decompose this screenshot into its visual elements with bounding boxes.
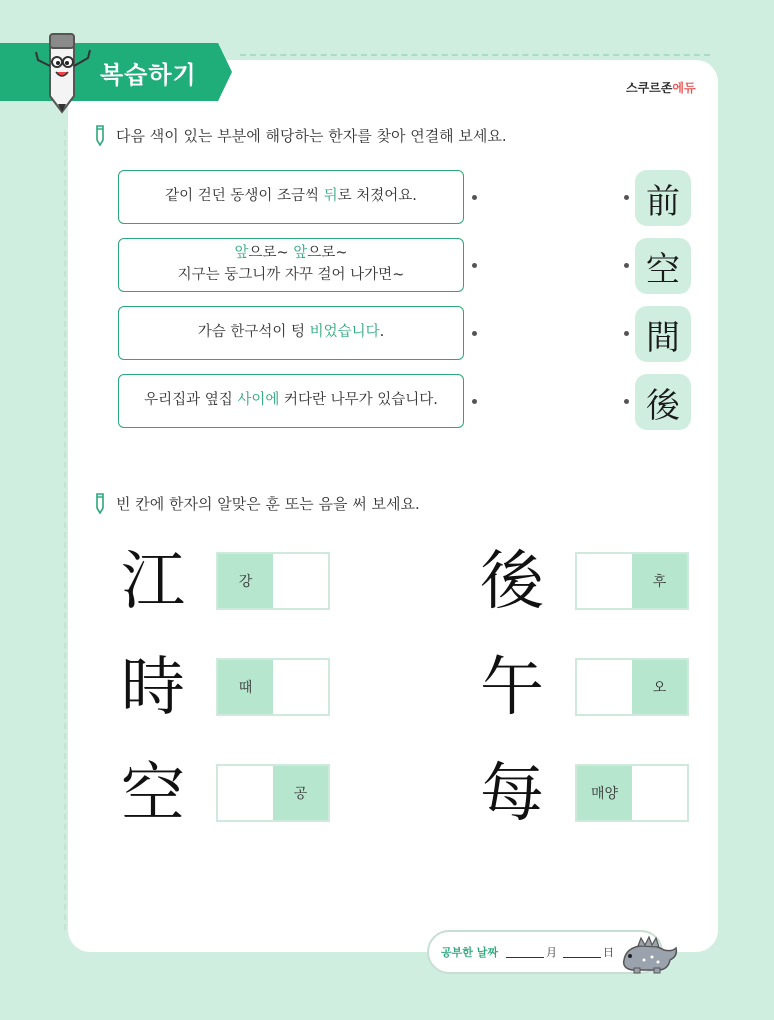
section1-instruction [92, 124, 507, 146]
answer-cell-hun: 매양 [577, 766, 632, 820]
sentence-box-2[interactable] [118, 238, 464, 292]
month-label: 月 [545, 946, 557, 959]
sentence-text: 우리집과 옆집 [144, 392, 238, 409]
sentence-text: 로 처졌어요. [337, 188, 417, 205]
section1-instruction-text: 다음 색이 있는 부분에 해당하는 한자를 찾아 연결해 보세요. [116, 126, 507, 145]
dinosaur-icon [618, 930, 680, 974]
answer-box-6[interactable] [575, 764, 689, 822]
highlight-word: 앞 [234, 245, 249, 262]
answer-cell-hun: 때 [218, 660, 273, 714]
sentence-text: 커다란 나무가 있습니다. [279, 392, 438, 409]
highlight-word: 앞 [293, 245, 308, 262]
dashed-border-left [64, 130, 66, 930]
sentence-text: 같이 걷던 동생이 조금씩 [165, 188, 324, 205]
date-label: 공부한 날짜 [441, 946, 498, 959]
highlight-word: 비었습니다 [309, 324, 380, 341]
sentence-text: 가슴 한구석이 텅 [197, 324, 310, 341]
sentence-text: 으로~ [307, 245, 348, 262]
connect-dot-right-1[interactable] [624, 195, 629, 200]
connect-dot-left-4[interactable] [472, 399, 477, 404]
hanja-tile-2[interactable]: 空 [635, 238, 691, 294]
pencil-mascot-icon [30, 26, 98, 114]
month-blank[interactable] [506, 947, 544, 958]
big-hanja-5: 空 [121, 757, 185, 831]
answer-cell-blank[interactable] [577, 660, 632, 714]
highlight-word: 사이에 [237, 392, 280, 409]
answer-cell-eum: 오 [632, 660, 687, 714]
section2-instruction [92, 492, 420, 514]
pencil-icon [92, 492, 108, 514]
big-hanja-6: 每 [480, 757, 544, 831]
answer-box-3[interactable] [216, 658, 330, 716]
dashed-border-top [240, 54, 710, 56]
answer-cell-blank[interactable] [577, 554, 632, 608]
sentence-text: 으로~ [248, 245, 294, 262]
brand-logo [626, 79, 696, 96]
answer-cell-blank[interactable] [218, 766, 273, 820]
big-hanja-3: 時 [121, 651, 185, 725]
answer-cell-blank[interactable] [632, 766, 687, 820]
big-hanja-4: 午 [480, 651, 544, 725]
day-label: 日 [602, 946, 614, 959]
sentence-text: 지구는 둥그니까 자꾸 걸어 나가면~ [177, 267, 405, 283]
answer-box-5[interactable] [216, 764, 330, 822]
connect-dot-right-4[interactable] [624, 399, 629, 404]
logo-main: 스쿠르존 [626, 81, 673, 95]
sentence-text: . [379, 324, 385, 341]
connect-dot-right-3[interactable] [624, 331, 629, 336]
answer-box-4[interactable] [575, 658, 689, 716]
answer-cell-blank[interactable] [273, 554, 328, 608]
connect-dot-right-2[interactable] [624, 263, 629, 268]
big-hanja-1: 江 [121, 545, 185, 619]
answer-box-2[interactable] [575, 552, 689, 610]
sentence-box-1[interactable] [118, 170, 464, 224]
section2-instruction-text: 빈 칸에 한자의 알맞은 훈 또는 음을 써 보세요. [116, 494, 420, 513]
sentence-box-4[interactable] [118, 374, 464, 428]
hanja-tile-1[interactable]: 前 [635, 170, 691, 226]
answer-cell-hun: 강 [218, 554, 273, 608]
page-title: 복습하기 [100, 61, 197, 89]
connect-dot-left-3[interactable] [472, 331, 477, 336]
sentence-box-3[interactable] [118, 306, 464, 360]
connect-dot-left-2[interactable] [472, 263, 477, 268]
pencil-icon [92, 124, 108, 146]
answer-cell-eum: 공 [273, 766, 328, 820]
day-blank[interactable] [563, 947, 601, 958]
answer-cell-blank[interactable] [273, 660, 328, 714]
hanja-tile-4[interactable]: 後 [635, 374, 691, 430]
answer-box-1[interactable] [216, 552, 330, 610]
answer-cell-eum: 후 [632, 554, 687, 608]
connect-dot-left-1[interactable] [472, 195, 477, 200]
big-hanja-2: 後 [480, 545, 544, 619]
logo-accent: 에듀 [672, 81, 696, 95]
hanja-tile-3[interactable]: 間 [635, 306, 691, 362]
highlight-word: 뒤 [323, 188, 338, 205]
